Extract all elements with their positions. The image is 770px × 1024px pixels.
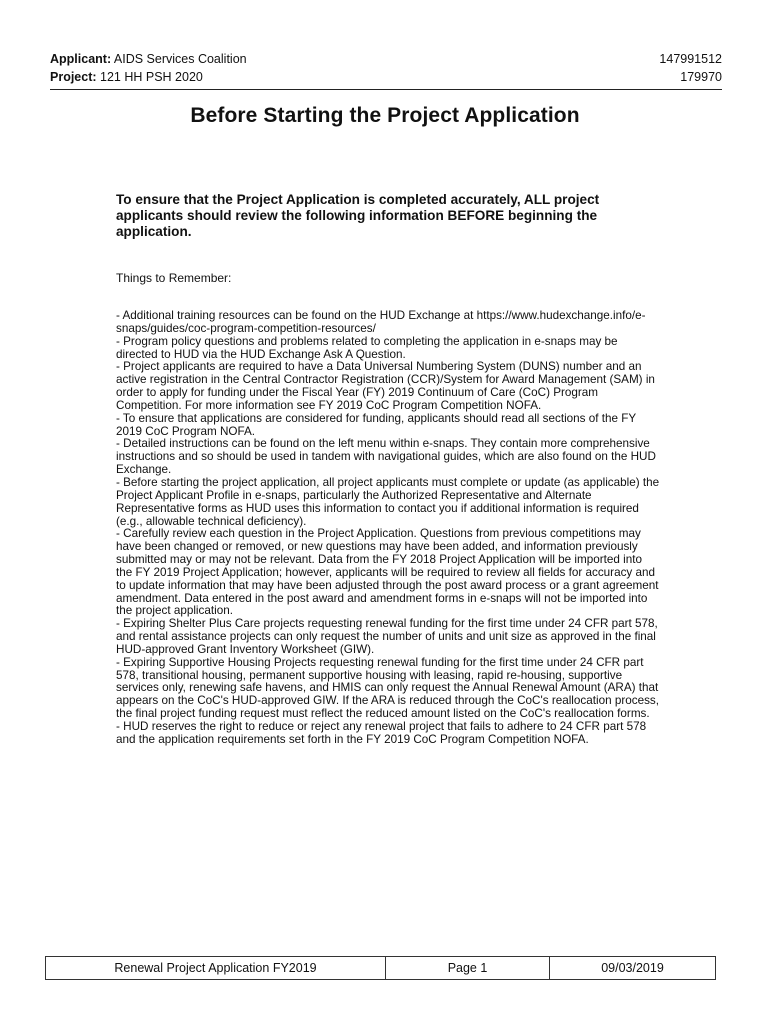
list-item: - Program policy questions and problems related to completing the application in e-snaps may be directed to HUD via the HUD Exchange Ask A Question. [116, 334, 618, 361]
applicant-id: 147991512 [659, 52, 722, 66]
list-item: - Additional training resources can be found on the HUD Exchange at https://www.hudexchange.info/e-snaps/guides/coc-program-competition-resources/ [116, 309, 646, 335]
list-item: - Project applicants are required to have a Data Universal Numbering System (DUNS) number and an active registration in the Central Contractor Registration (CCR)/System for Award Management (SAM) in order to apply for funding under the Fiscal Year (FY) 2019 Continuum of Care (CoC) Program Competition. For more information see FY 2019 CoC Program Competition NOFA. [116, 360, 655, 412]
list-item: - Detailed instructions can be found on the left menu within e-snaps. They contain more comprehensive instructions and so should be used in tandem with navigational guides, which are also found on the HUD Exchange. [116, 437, 656, 477]
footer-date: 09/03/2019 [601, 961, 664, 975]
page-footer [45, 956, 716, 980]
applicant-value: AIDS Services Coalition [113, 52, 247, 66]
project-id: 179970 [680, 70, 722, 84]
header-applicant-row [50, 51, 722, 67]
header-divider [50, 89, 722, 90]
header-project-row [50, 69, 722, 85]
list-item: - HUD reserves the right to reduce or reject any renewal project that fails to adhere to 24 CFR part 578 and the application requirements set forth in the FY 2019 CoC Program Competition NOFA. [116, 720, 647, 746]
list-item: - Expiring Shelter Plus Care projects requesting renewal funding for the first time under 24 CFR part 578, and rental assistance projects can only request the number of units and unit size as approved in the final HUD-approved Grant Inventory Worksheet (GIW). [116, 617, 658, 656]
list-item: - Before starting the project application, all project applicants must complete or update (as applicable) the Project Applicant Profile in e-snaps, particularly the Authorized Representative and Alternate Representative forms as HUD uses this information to contact you if additional information is required (e.g., allowable technical deficiency). [116, 475, 660, 528]
list-item: - Expiring Supportive Housing Projects requesting renewal funding for the first time under 24 CFR part 578, transitional housing, permanent supportive housing with leasing, rapid re-housing, supportive services only, renewing safe havens, and HMIS can only request the Annual Renewal Amount (ARA) that appears on the CoC's HUD-approved GIW. If the ARA is reduced through the CoC's reallocation process, the final project funding request must reflect the reduced amount listed on the CoC's reallocation forms. [116, 655, 660, 721]
project-value: 121 HH PSH 2020 [100, 70, 203, 84]
page-title: Before Starting the Project Application [190, 104, 580, 127]
applicant-label: Applicant: [50, 52, 112, 66]
footer-page-number: Page 1 [386, 957, 550, 979]
list-item: - Carefully review each question in the Project Application. Questions from previous competitions may have been changed or removed, or new questions may have been added, and information previously submitted may or may not be relevant. Data from the FY 2018 Project Application will be imported into the FY 2019 Project Application; however, applicants will be required to review all fields for accuracy and to update information that may have been adjusted through the post award process or a grant agreement amendment. Data entered in the post award and amendment forms in e-snaps will not be imported into the project application. [116, 527, 659, 618]
list-item: - To ensure that applications are considered for funding, applicants should read all sections of the FY 2019 CoC Program NOFA. [116, 411, 636, 438]
things-to-remember-heading: Things to Remember: [116, 271, 232, 285]
intro-paragraph: To ensure that the Project Application is completed accurately, ALL project applicants should review the following information BEFORE beginning the application. [116, 192, 600, 239]
footer-document-name: Renewal Project Application FY2019 [46, 957, 386, 979]
instructions-list [116, 310, 660, 747]
project-label: Project: [50, 70, 97, 84]
